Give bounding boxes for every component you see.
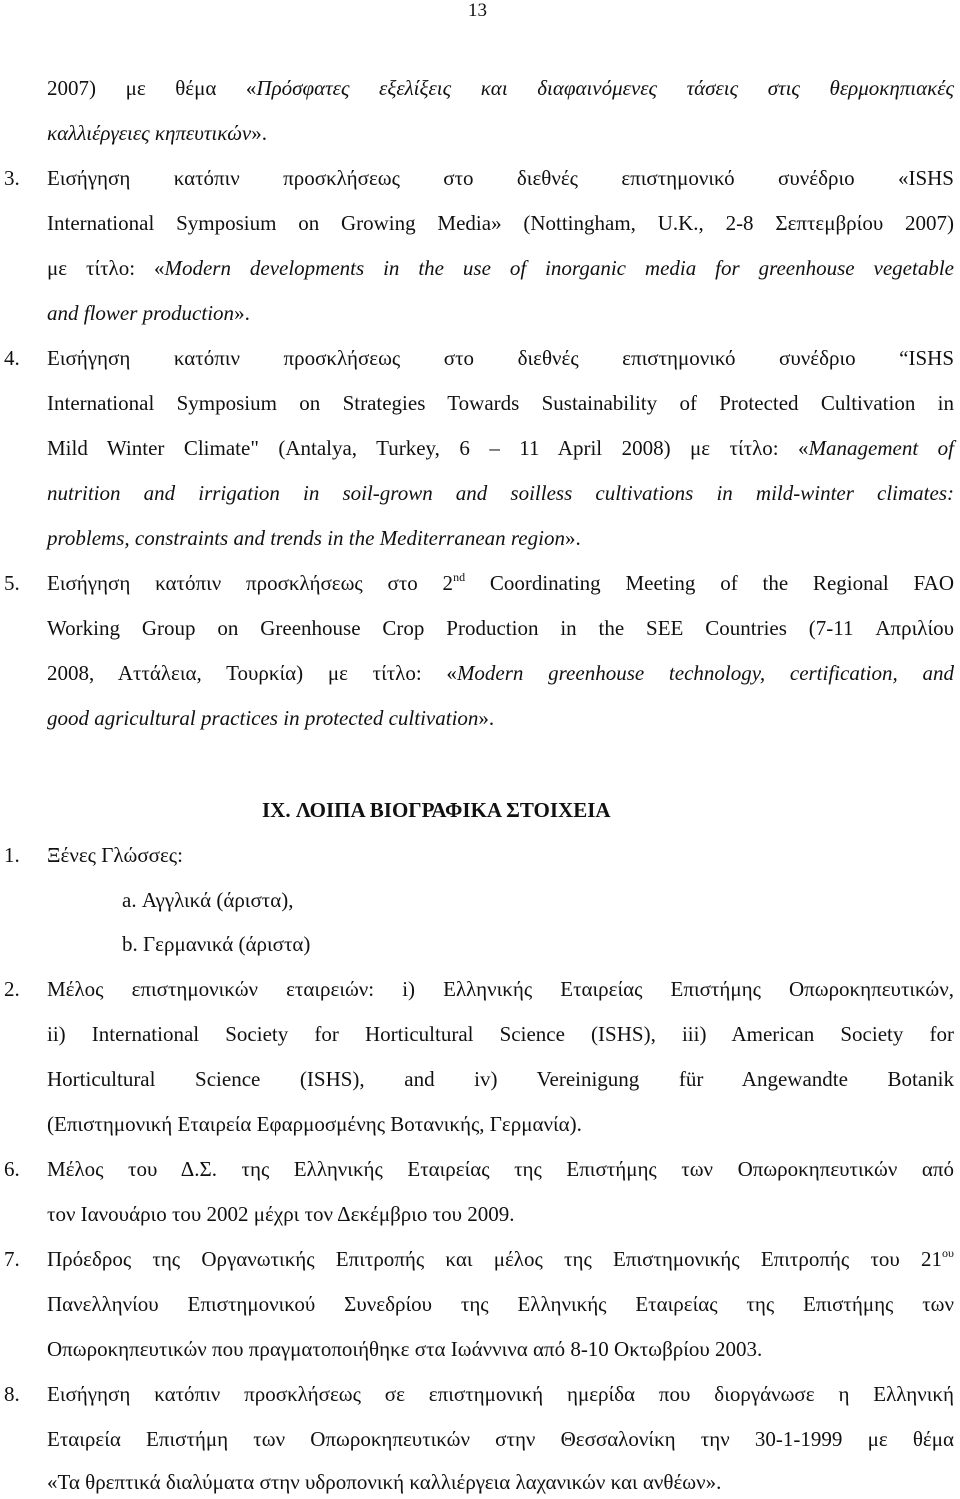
sec7-line-1 xyxy=(47,1246,954,1272)
text-segment: 2007) με θέμα « xyxy=(47,76,257,100)
sec2-line-4: (Επιστημονική Εταιρεία Εφαρμοσμένης Βοτανικής, Γερμανία). xyxy=(47,1112,582,1136)
sec2-number: 2. xyxy=(4,977,20,1001)
text-segment: ». xyxy=(251,121,267,145)
item4-line-2: International Symposium on Strategies Towards Sustainability of Protected Cultivation in xyxy=(47,391,954,415)
superscript: ου xyxy=(942,1246,954,1260)
sec6-line-2: τον Ιανουάριο του 2002 μέχρι τον Δεκέμβριο του 2009. xyxy=(47,1202,515,1226)
item3-line-4 xyxy=(47,300,250,326)
sec7-line-3: Οπωροκηπευτικών που πραγματοποιήθηκε στα Ιωάννινα από 8-10 Οκτωβρίου 2003. xyxy=(47,1337,763,1361)
item4-line-4 xyxy=(47,480,954,506)
italic-title: nutrition and irrigation in soil-grown and soilless cultivations in mild-winter climates: xyxy=(47,481,954,505)
item5-line-3 xyxy=(47,660,954,686)
section-heading: IX. ΛΟΙΠΑ ΒΙΟΓΡΑΦΙΚΑ ΣΤΟΙΧΕΙΑ xyxy=(262,798,611,822)
item2-line-1 xyxy=(47,75,954,101)
item3-line-1: Εισήγηση κατόπιν προσκλήσεως στο διεθνές επιστημονικό συνέδριο «ISHS xyxy=(47,166,954,190)
text-segment: ». xyxy=(478,706,495,730)
italic-title: problems, constraints and trends in the Mediterranean region xyxy=(47,526,565,550)
sec8-line-3: «Τα θρεπτικά διαλύματα στην υδροπονική καλλιέργεια λαχανικών και ανθέων». xyxy=(47,1470,722,1494)
sec1-number: 1. xyxy=(4,843,20,867)
sec8-line-2: Εταιρεία Επιστήμη των Οπωροκηπευτικών στην Θεσσαλονίκη την 30-1-1999 με θέμα xyxy=(47,1427,954,1451)
superscript: nd xyxy=(453,570,466,584)
text-segment: ». xyxy=(234,301,250,325)
page-number: 13 xyxy=(468,0,487,21)
italic-title: Modern greenhouse technology, certification, and xyxy=(456,661,954,685)
sec2-line-2: ii) International Society for Horticultural Science (ISHS), iii) American Society for xyxy=(47,1022,954,1046)
sec2-line-1: Μέλος επιστημονικών εταιρειών: i) Ελληνικής Εταιρείας Επιστήμης Οπωροκηπευτικών, xyxy=(47,977,954,1001)
item3-line-2: International Symposium on Growing Media» (Nottingham, U.K., 2-8 Σεπτεμβρίου 2007) xyxy=(47,211,954,235)
item5-line-4 xyxy=(47,705,494,731)
text-segment: 2008, Αττάλεια, Τουρκία) με τίτλο: « xyxy=(47,661,457,685)
item4-line-1: Εισήγηση κατόπιν προσκλήσεως στο διεθνές επιστημονικό συνέδριο “ISHS xyxy=(47,346,954,370)
item5-number: 5. xyxy=(4,571,20,595)
italic-title: Management of xyxy=(808,436,954,460)
sec7-line-2: Πανελληνίου Επιστημονικού Συνεδρίου της Ελληνικής Εταιρείας της Επιστήμης των xyxy=(47,1292,954,1316)
italic-title: Modern developments in the use of inorganic media for greenhouse vegetable xyxy=(164,256,954,280)
item4-line-5 xyxy=(47,525,581,551)
item5-line-2: Working Group on Greenhouse Crop Production in the SEE Countries (7-11 Απριλίου xyxy=(47,616,954,640)
sec8-line-1: Εισήγηση κατόπιν προσκλήσεως σε επιστημονική ημερίδα που διοργάνωσε η Ελληνική xyxy=(47,1382,954,1406)
language-german: b. Γερμανικά (άριστα) xyxy=(122,932,311,956)
item4-line-3 xyxy=(47,435,954,461)
italic-title: Πρόσφατες εξελίξεις και διαφαινόμενες τάσεις στις θερμοκηπιακές xyxy=(256,76,954,100)
item2-line-2 xyxy=(47,120,267,146)
text-segment: Εισήγηση κατόπιν προσκλήσεως στο 2 xyxy=(47,571,454,595)
sec2-line-3: Horticultural Science (ISHS), and iv) Vereinigung für Angewandte Botanik xyxy=(47,1067,954,1091)
sec6-number: 6. xyxy=(4,1157,20,1181)
text-segment: με τίτλο: « xyxy=(47,256,165,280)
italic-title: good agricultural practices in protected cultivation xyxy=(47,706,479,730)
item4-number: 4. xyxy=(4,346,20,370)
italic-title: and flower production xyxy=(47,301,235,325)
sec7-number: 7. xyxy=(4,1247,20,1271)
sec1-label: Ξένες Γλώσσες: xyxy=(47,843,183,867)
text-segment: Πρόεδρος της Οργανωτικής Επιτροπής και μέλος της Επιστημονικής Επιτροπής του 21 xyxy=(47,1247,943,1271)
text-segment: Mild Winter Climate" (Antalya, Turkey, 6 – 11 April 2008) με τίτλο: « xyxy=(47,436,809,460)
item3-number: 3. xyxy=(4,166,20,190)
item3-line-3 xyxy=(47,255,954,281)
text-segment: Coordinating Meeting of the Regional FAO xyxy=(465,571,954,595)
text-segment: ». xyxy=(564,526,581,550)
sec8-number: 8. xyxy=(4,1382,20,1406)
language-english: a. Αγγλικά (άριστα), xyxy=(122,888,294,912)
italic-title: καλλιέργειες κηπευτικών xyxy=(47,121,252,145)
sec6-line-1: Μέλος του Δ.Σ. της Ελληνικής Εταιρείας της Επιστήμης των Οπωροκηπευτικών από xyxy=(47,1157,954,1181)
item5-line-1 xyxy=(47,570,954,596)
